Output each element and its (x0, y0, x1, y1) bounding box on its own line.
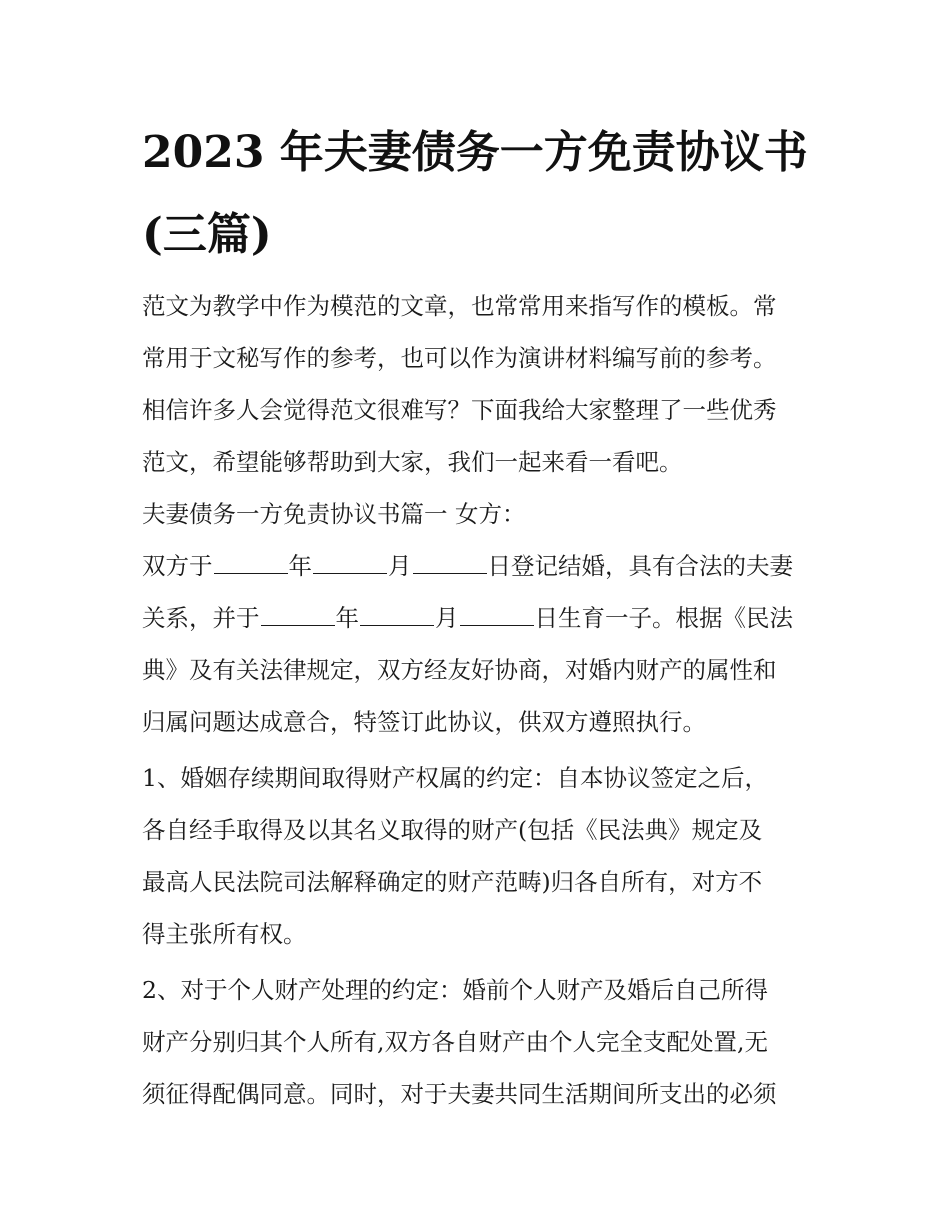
clause-line: 得主张所有权。 (142, 920, 307, 948)
fill-in-blank (214, 551, 288, 574)
text-fragment: 年 (288, 552, 312, 580)
paragraph-line (142, 540, 817, 592)
fill-in-blank (360, 603, 434, 626)
clause-line: 须征得配偶同意。同时，对于夫妻共同生活期间所支出的必须 (142, 1080, 777, 1108)
paragraph-line: 归属问题达成意合，特签订此协议，供双方遵照执行。 (142, 708, 706, 736)
fill-in-blank (413, 551, 487, 574)
fill-in-blank (460, 603, 534, 626)
clause-line: 1、婚姻存续期间取得财产权属的约定：自本协议签定之后， (142, 764, 768, 792)
text-fragment: 年 (335, 604, 359, 632)
text-fragment: 日生育一子。根据《民法 (534, 604, 793, 632)
intro-line: 常用于文秘写作的参考，也可以作为演讲材料编写前的参考。 (142, 344, 777, 372)
text-fragment: 月 (388, 552, 412, 580)
clause-line: 最高人民法院司法解释确定的财产范畴)归各自所有，对方不 (142, 868, 763, 896)
text-fragment: 双方于 (142, 552, 213, 580)
section-heading: 夫妻债务一方免责协议书篇一 女方： (142, 500, 526, 528)
fill-in-blank (261, 603, 335, 626)
text-fragment: 月 (435, 604, 459, 632)
text-fragment: 日登记结婚，具有合法的夫妻 (487, 552, 793, 580)
paragraph-line: 典》及有关法律规定，双方经友好协商，对婚内财产的属性和 (142, 656, 777, 684)
clause-line: 2、对于个人财产处理的约定：婚前个人财产及婚后自己所得 (142, 976, 768, 1004)
document-title: 2023 年夫妻债务一方免责协议书(三篇) (142, 127, 808, 260)
intro-line: 范文，希望能够帮助到大家，我们一起来看一看吧。 (142, 448, 683, 476)
document-body (142, 280, 817, 1120)
clause-line: 财产分别归其个人所有,双方各自财产由个人完全支配处置,无 (142, 1028, 768, 1056)
paragraph-line (142, 592, 817, 644)
text-fragment: 关系，并于 (142, 604, 260, 632)
intro-line: 相信许多人会觉得范文很难写？下面我给大家整理了一些优秀 (142, 396, 777, 424)
clause-line: 各自经手取得及以其名义取得的财产(包括《民法典》规定及 (142, 816, 763, 844)
fill-in-blank (313, 551, 387, 574)
intro-line: 范文为教学中作为模范的文章，也常常用来指写作的模板。常 (142, 292, 777, 320)
